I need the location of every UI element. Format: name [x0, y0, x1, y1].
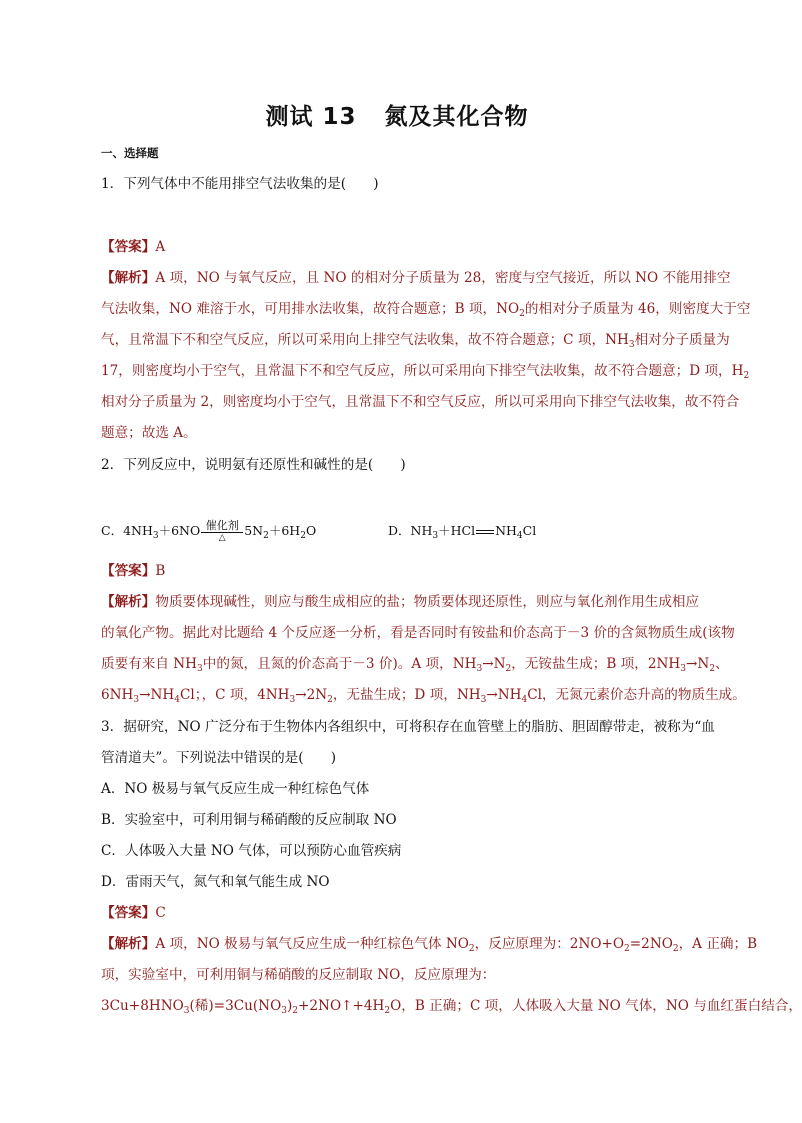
q2-analysis-line-2: 的氧化产物。据此对比题给 4 个反应逐一分析，看是否同时有铵盐和价态高于－3 价的含氮物质生成(该物	[101, 625, 735, 641]
q2-stem: 2．下列反应中，说明氨有还原性和碱性的是( )	[101, 457, 406, 473]
q2-options-cd	[101, 514, 723, 548]
q2-analysis-line-1: 【解析】物质要体现碱性，则应与酸生成相应的盐；物质要体现还原性，则应与氧化剂作用生成相应	[101, 594, 700, 610]
page-title	[0, 98, 794, 131]
q3-analysis-line-3: $3Cu+8HNO_3$(稀)$=3Cu(NO_3)_2+2NO↑+4H_2O$，B 正确；C 项，人体吸入大量 NO 气体，NO 与血红蛋白结合，	[101, 998, 802, 1016]
q3-stem-line-2: 管清道夫”。下列说法中错误的是( )	[101, 750, 337, 766]
q2-option-d: D．$NH_3+HCl$ $NH_4Cl$	[388, 523, 537, 541]
q1-answer: 【答案】A	[101, 239, 166, 255]
q1-analysis-line-2: 气法收集，NO 难溶于水，可用排水法收集，故符合题意；B 项，$NO_2$的相对分子质量为 46，则密度大于空	[101, 301, 751, 319]
q2-answer: 【答案】B	[101, 563, 166, 579]
q1-analysis-line-5: 相对分子质量为 2，则密度均小于空气，且常温下不和空气反应，所以可采用向下排空气法收集，故不符合	[101, 394, 740, 410]
q3-option-b: B．实验室中，可利用铜与稀硝酸的反应制取 NO	[101, 812, 397, 828]
q1-analysis-line-4: 17，则密度均小于空气，且常温下不和空气反应，所以可采用向下排空气法收集，故不符合题意；D 项，$H_2$	[101, 363, 750, 381]
title-sub: 氮及其化合物	[384, 104, 529, 130]
q3-analysis-line-2: 项，实验室中，可利用铜与稀硝酸的反应制取 NO，反应原理为：	[101, 967, 496, 983]
q3-stem-line-1: 3．据研究，NO 广泛分布于生物体内各组织中，可将积存在血管壁上的脂肪、胆固醇带走，被称为“血	[101, 719, 715, 735]
q3-option-c: C．人体吸入大量 NO 气体，可以预防心血管疾病	[101, 843, 402, 859]
q3-option-d: D．雷雨天气，氮气和氧气能生成 NO	[101, 874, 330, 890]
q1-analysis-line-1: 【解析】A 项，NO 与氧气反应，且 NO 的相对分子质量为 28，密度与空气接近，所以 NO 不能用排空	[101, 270, 731, 286]
reaction-condition: 催化剂 △	[201, 520, 243, 543]
q3-analysis-line-1: 【解析】A 项，NO 极易与氧气反应生成一种红棕色气体 $NO_2$，反应原理为：$2NO+O_2=2NO_2$，A 正确；B	[101, 936, 758, 954]
q1-analysis-line-3: 气，且常温下不和空气反应，所以可采用向上排空气法收集，故不符合题意；C 项，$NH_3$相对分子质量为	[101, 332, 730, 350]
q3-answer: 【答案】C	[101, 905, 166, 921]
q1-analysis-line-6: 题意；故选 A。	[101, 425, 197, 441]
title-main: 测试 13	[265, 104, 357, 130]
section-heading: 一、选择题	[101, 146, 159, 160]
q2-option-c: C．$4NH_3+6NO$ 催化剂 △ $5N_2+6H_2O$	[101, 519, 317, 543]
q1-stem: 1．下列气体中不能用排空气法收集的是( )	[101, 176, 379, 192]
q2-analysis-line-4: $6NH_3\to NH_4Cl$；，C 项，$4NH_3\to 2N_2$，无盐生成；D 项，$NH_3\to NH_4Cl$，无氮元素价态升高的物质生成。	[101, 687, 746, 705]
q2-analysis-line-3: 质要有来自 $NH_3$中的氮，且氮的价态高于－3 价)。A 项，$NH_3\to N_2$，无铵盐生成；B 项，$2NH_3\to N_2$、	[101, 656, 729, 674]
q3-option-a: A．NO 极易与氧气反应生成一种红棕色气体	[101, 781, 370, 797]
